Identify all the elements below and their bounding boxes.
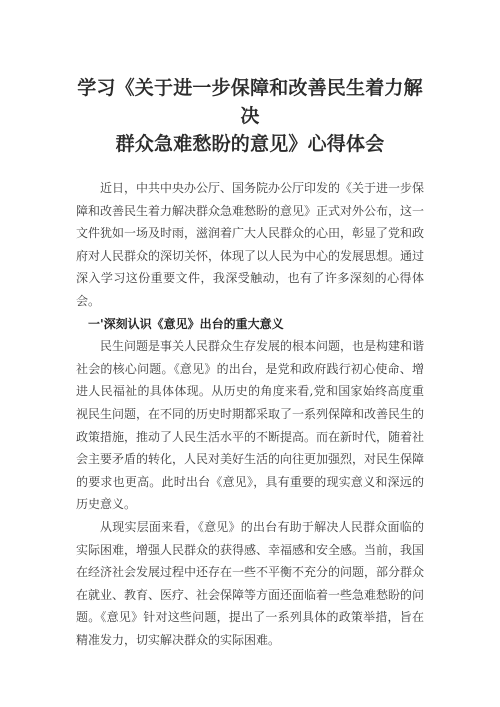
section-1-paragraph-1: 民生问题是事关人民群众生存发展的根本问题，也是构建和谐社会的核心问题。《意见》的出台，是党和政府践行初心使命、增进人民福祉的具体体现。从历史的角度来看,党和国家始终高度重视民生问题，在不同的历史时期都采取了一系列保障和改善民生的政策措施，推动了人民生活水平的不断提高。而在新时代，随着社会主要矛盾的转化，人民对美好生活的向往更加强烈，对民生保障的要求也更高。此时出台《意见》，具有重要的现实意义和深远的历史意义。 <box>76 339 425 512</box>
title-line-1: 学习《关于进一步保障和改善民生着力解决 <box>77 77 423 127</box>
intro-paragraph: 近日，中共中央办公厅、国务院办公厅印发的《关于进一步保障和改善民生着力解决群众急难愁盼的意见》正式对外公布，这一文件犹如一场及时雨，滋润着广大人民群众的心田，彰显了党和政府对人民群众的深切关怀，体现了以人民为中心的发展思想。通过深入学习这份重要文件，我深受触动，也有了许多深刻的心得体会。 <box>76 181 425 308</box>
title-line-2: 群众急难愁盼的意见》心得体会 <box>115 133 385 155</box>
document-title <box>76 74 424 158</box>
section-1-paragraph-2: 从现实层面来看，《意见》的出台有助于解决人民群众面临的实际困难，增强人民群众的获得感、幸福感和安全感。当前，我国在经济社会发展过程中还存在一些不平衡不充分的问题，部分群众在就业、教育、医疗、社会保障等方面还面临着一些急难愁盼的问题。《意见》针对这些问题，提出了一系列具体的政策举措，旨在精准发力，切实解决群众的实际困难。 <box>76 519 425 647</box>
section-1-heading: 一'深刻认识《意见》出台的重大意义 <box>88 316 284 331</box>
